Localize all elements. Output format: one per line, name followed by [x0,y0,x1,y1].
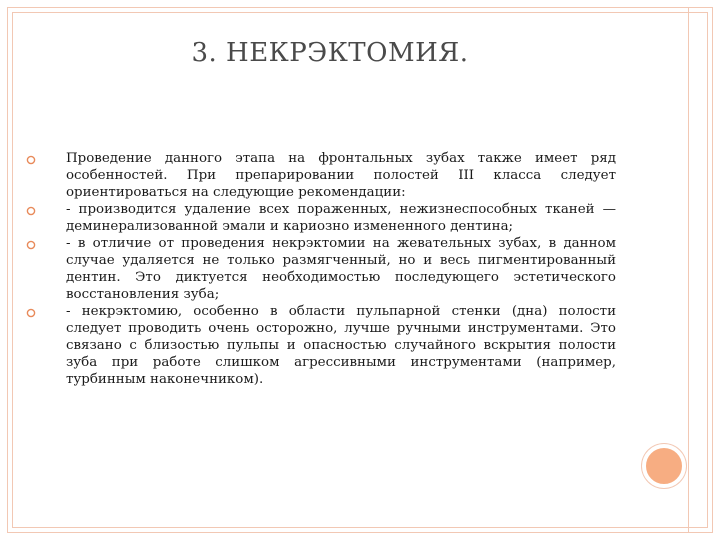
hollow-circle-icon [26,308,36,318]
hollow-circle-icon [26,206,36,216]
bullet-text: - некрэктомию, особенно в области пульпарной стенки (дна) полости следует проводить очень осторожно, лучше ручными инструментами. Это связано с близостью пульпы и опасностью случайного вскрытия полости зуба при работе слишком агрессивными инструментами (например, турбинным наконечником). [66,304,616,387]
bullet-list [26,150,616,388]
decorative-circle [642,444,686,488]
hollow-circle-icon [26,155,36,165]
bullet-item-1 [26,150,616,201]
hollow-circle-icon [26,240,36,250]
bullet-text: Проведение данного этапа на фронтальных зубах также имеет ряд особенностей. При препарировании полостей III класса следует ориентироваться на следующие рекомендации: [66,151,616,200]
bullet-item-3 [26,235,616,303]
bullet-item-4 [26,303,616,388]
slide-title: 3. НЕКРЭКТОМИЯ. [191,38,469,68]
right-divider-line [688,7,689,533]
bullet-text: - в отличие от проведения некрэктомии на жевательных зубах, в данном случае удаляется не только размягченный, но и весь пигментированный дентин. Это диктуется необходимостью последующего эстетического восстановления зуба; [66,236,616,302]
bullet-item-2 [26,201,616,235]
bullet-text: - производится удаление всех пораженных, нежизнеспособных тканей — деминерализованной эмали и кариозно измененного дентина; [66,202,616,234]
